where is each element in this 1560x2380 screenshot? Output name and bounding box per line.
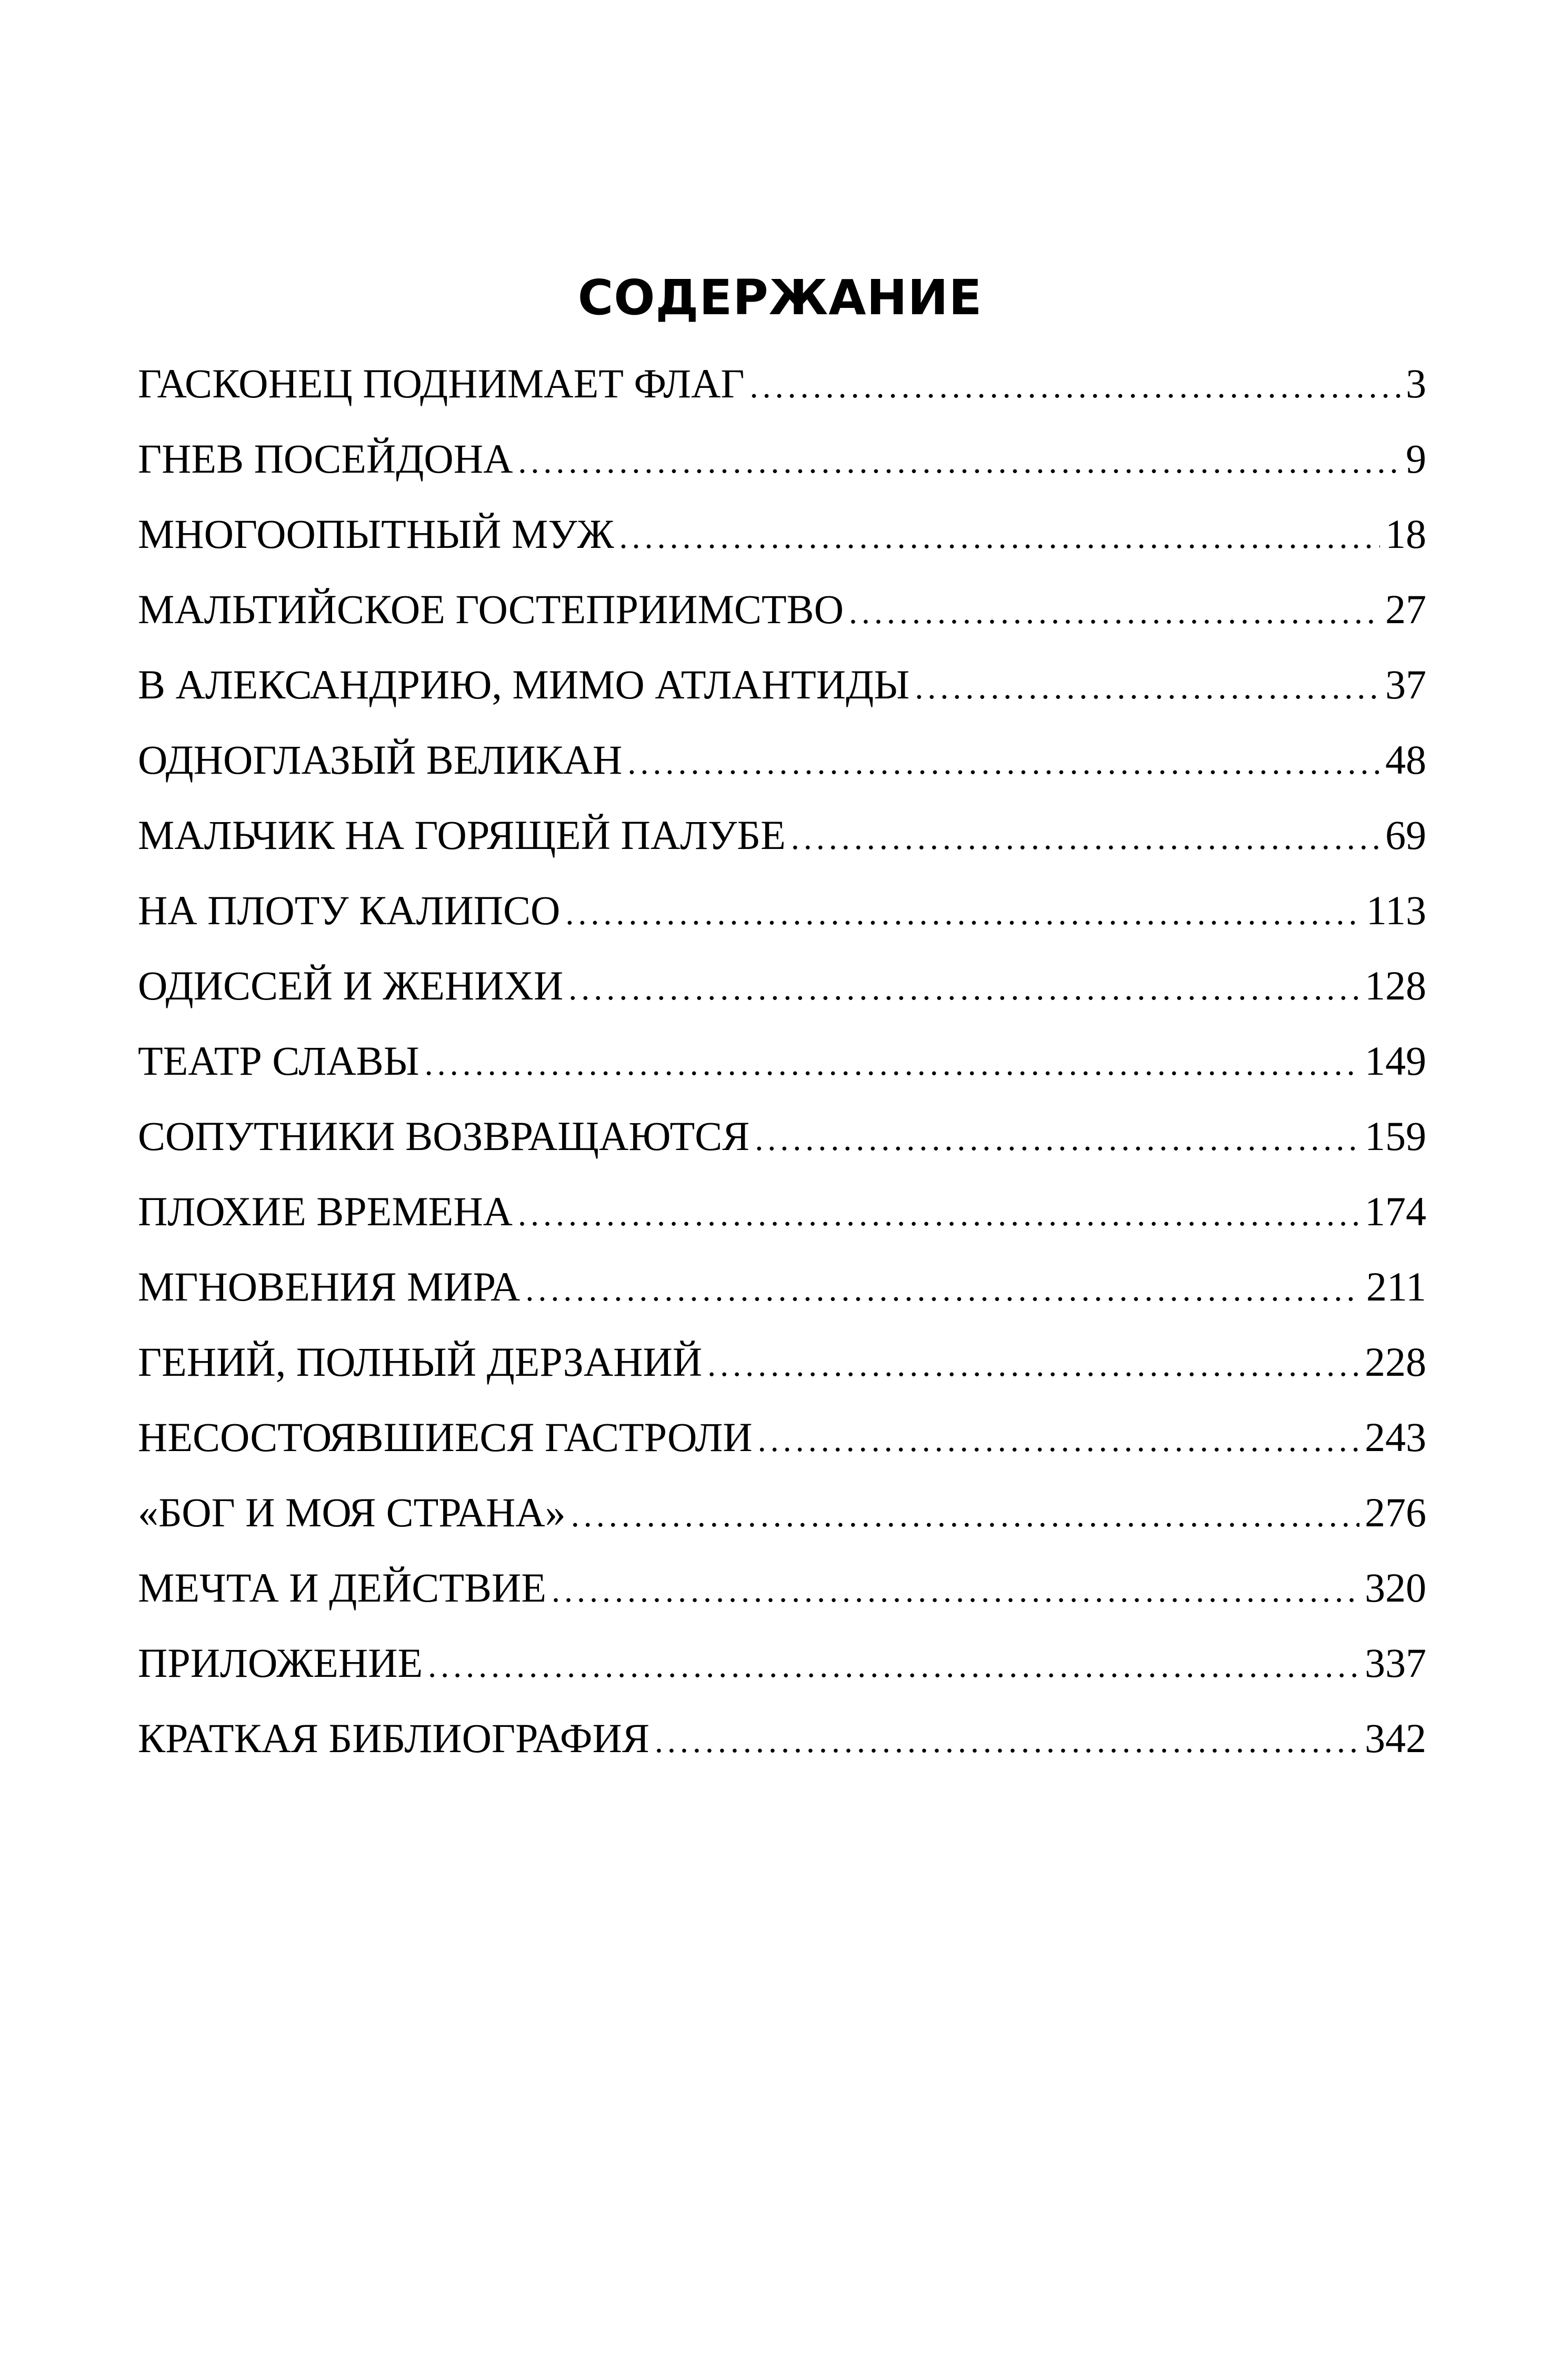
toc-entry[interactable]: [138, 1640, 1426, 1718]
toc-entry[interactable]: [138, 1414, 1426, 1492]
toc-entry-title: «БОГ И МОЯ СТРАНА»: [138, 1489, 566, 1535]
toc-entry-title: МАЛЬТИЙСКОЕ ГОСТЕПРИИМСТВО: [138, 586, 844, 632]
dot-leader: [791, 815, 1380, 856]
toc-entry[interactable]: [138, 1489, 1426, 1567]
toc-entry[interactable]: [138, 739, 1426, 815]
toc-entry[interactable]: [138, 1266, 1426, 1342]
toc-entry[interactable]: [138, 1038, 1426, 1116]
toc-page-number: 128: [1365, 963, 1426, 1008]
toc-page-number: 113: [1366, 887, 1426, 933]
toc-entry[interactable]: [138, 887, 1426, 965]
toc-page-number: 243: [1365, 1414, 1426, 1460]
dot-leader: [758, 1417, 1359, 1458]
dot-leader: [518, 438, 1401, 479]
toc-entry-title: ТЕАТР СЛАВЫ: [138, 1038, 419, 1084]
toc-page-number: 9: [1406, 436, 1426, 482]
dot-leader: [525, 1266, 1361, 1307]
toc-entry[interactable]: [138, 1113, 1426, 1191]
toc-entry[interactable]: [138, 511, 1426, 589]
toc-entry[interactable]: [138, 1715, 1426, 1793]
toc-page-number: 159: [1365, 1113, 1426, 1159]
toc-entry-title: СОПУТНИКИ ВОЗВРАЩАЮТСЯ: [138, 1113, 750, 1159]
dot-leader: [518, 1191, 1359, 1232]
dot-leader: [568, 965, 1359, 1006]
toc-page-number: 3: [1406, 361, 1426, 406]
dot-leader: [915, 664, 1380, 705]
toc-page-number: 228: [1365, 1339, 1426, 1385]
dot-leader: [627, 739, 1380, 781]
toc-entry-title: НЕСОСТОЯВШИЕСЯ ГАСТРОЛИ: [138, 1414, 753, 1460]
toc-entry-title: МНОГООПЫТНЫЙ МУЖ: [138, 511, 614, 557]
toc-entry-title: ГАСКОНЕЦ ПОДНИМАЕТ ФЛАГ: [138, 361, 745, 406]
dot-leader: [749, 363, 1401, 404]
dot-leader: [428, 1643, 1359, 1684]
toc-entry-title: МГНОВЕНИЯ МИРА: [138, 1264, 521, 1309]
toc-entry[interactable]: [138, 438, 1426, 514]
toc-entry-title: КРАТКАЯ БИБЛИОГРАФИЯ: [138, 1715, 649, 1761]
toc-page-number: 342: [1365, 1715, 1426, 1761]
dot-leader: [849, 589, 1380, 630]
toc-entry[interactable]: [138, 1188, 1426, 1266]
dot-leader: [565, 890, 1361, 931]
dot-leader: [655, 1718, 1359, 1759]
dot-leader: [552, 1567, 1359, 1608]
toc-page-number: 276: [1365, 1489, 1426, 1535]
toc-entry[interactable]: [138, 1339, 1426, 1417]
toc-page-number: 18: [1385, 511, 1426, 557]
toc-page-number: 69: [1385, 812, 1426, 858]
toc-entry[interactable]: [138, 1567, 1426, 1643]
toc-entry[interactable]: [138, 664, 1426, 739]
toc-entry-title: ГНЕВ ПОСЕЙДОНА: [138, 436, 513, 482]
toc-page-number: 337: [1365, 1640, 1426, 1686]
toc-page-number: 211: [1366, 1264, 1426, 1309]
toc-page-number: 48: [1385, 737, 1426, 783]
toc-entry[interactable]: [138, 586, 1426, 664]
dot-leader: [619, 514, 1380, 555]
toc-page-number: 37: [1385, 662, 1426, 707]
toc-list: [138, 363, 1426, 1793]
toc-entry-title: ПЛОХИЕ ВРЕМЕНА: [138, 1188, 513, 1234]
toc-entry[interactable]: [138, 965, 1426, 1041]
toc-entry[interactable]: [138, 363, 1426, 438]
toc-heading: СОДЕРЖАНИЕ: [577, 269, 983, 326]
toc-entry-title: ОДИССЕЙ И ЖЕНИХИ: [138, 963, 564, 1008]
toc-page-number: 320: [1365, 1565, 1426, 1611]
toc-entry-title: МАЛЬЧИК НА ГОРЯЩЕЙ ПАЛУБЕ: [138, 812, 786, 858]
dot-leader: [707, 1342, 1359, 1383]
dot-leader: [571, 1492, 1359, 1533]
toc-page-number: 27: [1385, 586, 1426, 632]
dot-leader: [425, 1041, 1359, 1082]
toc-entry-title: МЕЧТА И ДЕЙСТВИЕ: [138, 1565, 546, 1611]
toc-entry-title: В АЛЕКСАНДРИЮ, МИМО АТЛАНТИДЫ: [138, 662, 910, 707]
toc-entry-title: ГЕНИЙ, ПОЛНЫЙ ДЕРЗАНИЙ: [138, 1339, 703, 1385]
toc-page-number: 149: [1365, 1038, 1426, 1084]
toc-entry[interactable]: [138, 812, 1426, 890]
toc-entry-title: ОДНОГЛАЗЫЙ ВЕЛИКАН: [138, 737, 623, 783]
toc-page-number: 174: [1365, 1188, 1426, 1234]
dot-leader: [755, 1116, 1359, 1157]
toc-entry-title: ПРИЛОЖЕНИЕ: [138, 1640, 423, 1686]
toc-entry-title: НА ПЛОТУ КАЛИПСО: [138, 887, 561, 933]
